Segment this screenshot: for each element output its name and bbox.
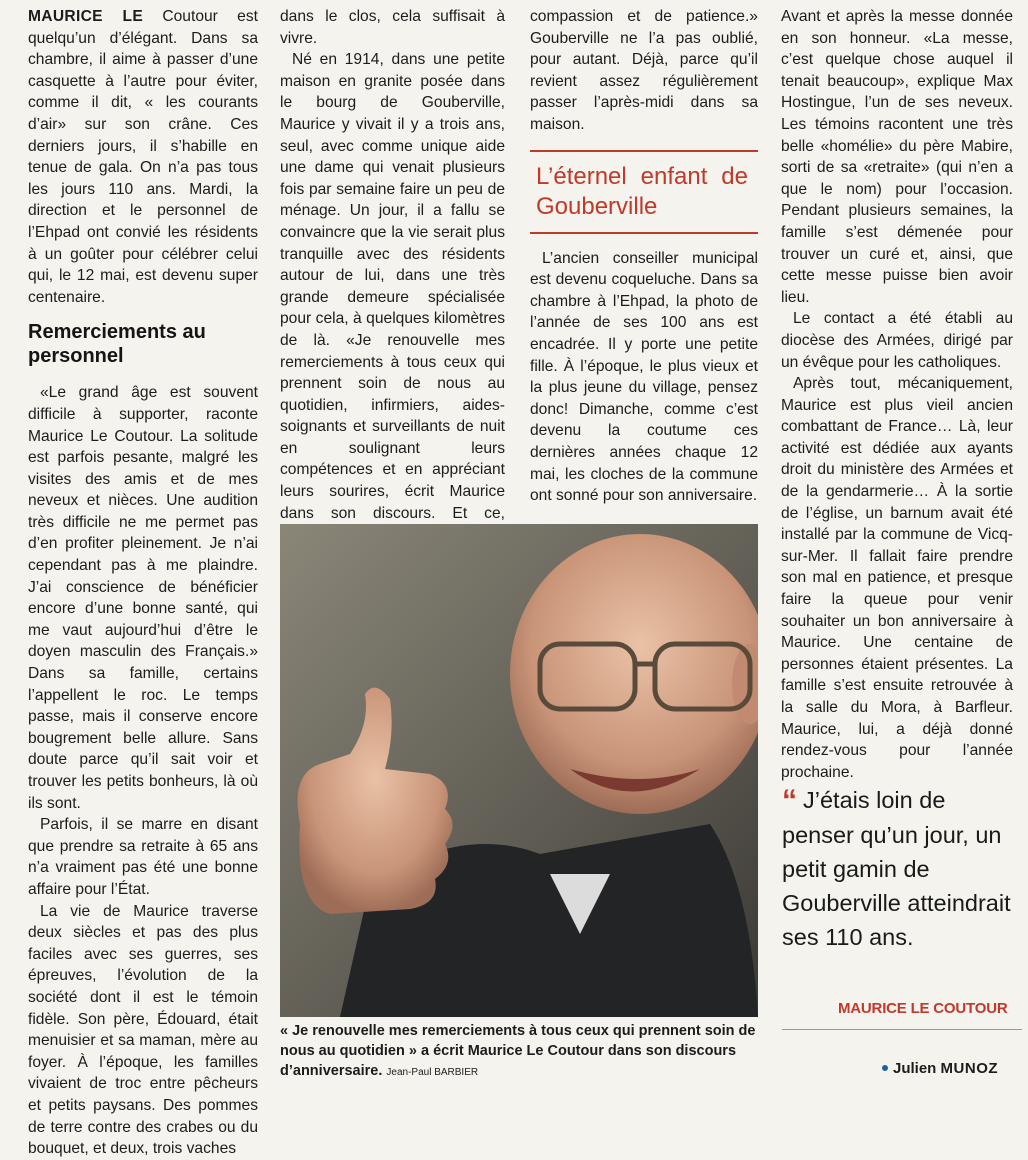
byline-last-name: MUNOZ [940,1060,999,1077]
box-heading: L’éternel enfant de Gouberville [530,150,758,234]
col1-paragraph-4: La vie de Maurice traverse deux siècles et pas des plus faciles avec ses guerres, ses épreuves, l’évolution de la société dont il est le témoin fidèle. Son père, Édouard, était menuisier et sa maman, mère au foyer. À l’époque, les familles vivaient de troc entre pêcheurs et petits paysans. Des pommes de terre contre des crabes ou du bouquet, et deux, trois vaches [28,902,258,1158]
photo-caption [280,1021,760,1083]
article-column-1 [28,6,258,1160]
quote-divider [782,1029,1022,1030]
byline-first-name: Julien [893,1060,937,1077]
elderly-man-thumbs-up-illustration [280,524,758,1017]
col3-paragraph-2: L’ancien conseiller municipal est devenu coqueluche. Dans sa chambre à l’Ehpad, la photo de l’année de ses 100 ans est encadrée. Il y porte une petite fille. À l’époque, le plus vieux et la plus jeune du village, pensez donc! Dimanche, comme c’est devenu la coutume ces dernières années chaque 12 mai, les cloches de la commune ont sonné pour son anniversaire. [530,249,758,505]
quote-text: J’étais loin de penser qu’un jour, un petit gamin de Gouberville atteindrait ses 110 ans. [782,787,1011,950]
quote-author: MAURICE LE COUTOUR [838,1000,1008,1017]
article-photo [280,524,758,1017]
col4-paragraph-2: Le contact a été établi au diocèse des Armées, dirigé par un évêque pour les catholiques. [781,310,1013,371]
col2-paragraph-1: dans le clos, cela suffisait à vivre. [280,8,505,47]
article-column-2 [280,6,505,567]
quote-mark-icon: “ [782,784,797,817]
photo-credit: Jean-Paul BARBIER [386,1067,479,1078]
byline [882,1060,998,1077]
col1-paragraph-2: «Le grand âge est souvent difficile à supporter, raconte Maurice Le Coutour. La solitude est parfois pesante, malgré les visites des amis et de mes neveux et nièces. Une audition très difficile ne me permet pas d’en profiter pleinement. Je n’ai cependant pas à me plaindre. J’ai conscience de bénéficier encore d’une bonne santé, qui me vaut aujourd’hui d’être le doyen masculin des Français.» Dans sa famille, certains l’appellent le roc. Le temps passe, mais il conserve encore bougrement belle allure. Sans doute parce qu’il sait voir et trouver les petits bonheurs, là où ils sont. [28,384,258,812]
subheading-remerciements: Remerciements au personnel [28,321,206,368]
col3-paragraph-1: compassion et de patience.» Gouberville ne l’a pas oublié, pour autant. Déjà, parce qu’il revient assez régulièrement passer l’après-midi dans sa maison. [530,8,758,133]
col1-paragraph-1: Coutour est quelqu’un d’élégant. Dans sa chambre, il aime à passer d’une casquette à l’autre pour éviter, comme il dit, « les courants d’air» sur son crâne. Ces derniers jours, il s’habille en tenue de gala. On n’a pas tous les jours 110 ans. Mardi, la direction et le personnel de l’Ehpad ont convié les résidents à un goûter pour célébrer celui qui, le 12 mai, est devenu super centenaire. [28,8,258,306]
col2-paragraph-2: Né en 1914, dans une petite maison en granite posée dans le bourg de Gouberville, Maurice y vivait il y a trois ans, seul, avec comme unique aide une dame qui venait plusieurs fois par semaine faire un peu de ménage. Un jour, il a fallu se convaincre que la vie serait plus tranquille avec des résidents autour de lui, dans une très grande demeure spécialisée pour cela, à quelques kilomètres de là. «Je renouvelle mes remerciements à tous ceux qui prennent soin de nous au quotidien, infirmiers, aides-soignants et surveillants de nuit en soulignant leurs compétences et en appréciant leurs sourires, écrit Maurice dans son discours. Et ce, [280,51,505,522]
col4-paragraph-3: Après tout, mécaniquement, Maurice est plus vieil ancien combattant de France… Là, leur activité est dédiée aux ayants droit du ministère des Armées et de la gendarmerie… À la sortie de l’église, un barnum avait été installé par la commune de Vicq-sur-Mer. Il fallait faire prendre son mal en patience, et presque faire la queue pour venir souhaiter un bon anniversaire à Maurice. Une centaine de personnes étaient présentes. La famille s’est ensuite retrouvée à la salle du Mora, à Barfleur. Maurice, lui, a déjà donné rendez-vous pour l’année prochaine. [781,375,1013,781]
article-column-3 [530,6,758,507]
pull-quote [782,783,1022,954]
col4-paragraph-1: Avant et après la messe donnée en son honneur. «La messe, c’est quelque chose auquel il tenait beaucoup», explique Max Hostingue, l’un de ses neveux. Les témoins racontent une très belle «homélie» du père Mabire, sorti de sa «retraite» (qui n’en a que le nom) pour l’occasion. Pendant plusieurs semaines, la famille s’est démenée pour trouver un curé et, ainsi, que cette messe puisse bien avoir lieu. [781,8,1013,306]
lead-name: MAURICE LE [28,8,144,25]
col1-paragraph-3: Parfois, il se marre en disant que prendre sa retraite à 65 ans n’a vraiment pas été une bonne affaire pour l’État. [28,816,258,898]
bullet-icon [882,1065,888,1071]
caption-text: « Je renouvelle mes remerciements à tous ceux qui prennent soin de nous au quotidien » a écrit Maurice Le Coutour dans son discours d’anniversaire. [280,1023,756,1079]
article-column-4 [781,6,1013,783]
